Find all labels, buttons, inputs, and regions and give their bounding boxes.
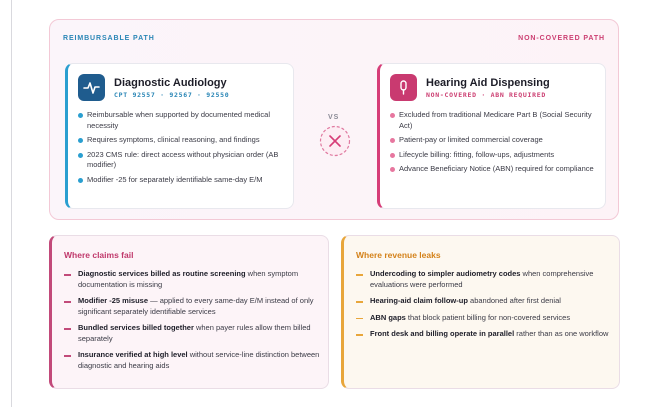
page-left-rule: [11, 0, 12, 407]
item-emphasis: ABN gaps: [370, 312, 406, 322]
vs-cross-icon: [319, 125, 351, 157]
diagnostic-audiology-card: [65, 63, 294, 209]
list-item: [389, 164, 599, 175]
item-text: that block patient billing for non-covered services: [405, 312, 571, 322]
list-item: [64, 296, 322, 317]
dash-marker: [64, 274, 71, 276]
item-emphasis: Diagnostic services billed as routine screening: [78, 269, 246, 278]
reimbursable-path-label: REIMBURSABLE PATH: [63, 35, 155, 42]
item-emphasis: Insurance verified at high level: [78, 350, 188, 359]
panel-title: Where claims fail: [64, 250, 134, 260]
item-text: abandoned after first denial: [467, 296, 561, 305]
item-text: rather than as one workflow: [514, 329, 609, 338]
vs-label: VS: [328, 114, 340, 121]
item-text: when payer rules allow them billed separately: [78, 323, 311, 343]
list-item: [356, 313, 614, 324]
dash-marker: [356, 334, 363, 336]
where-claims-fail-panel: [49, 235, 329, 389]
dash-list: [356, 269, 614, 346]
item-emphasis: Front desk and billing operate in parallel: [370, 329, 515, 338]
bullet-dot: [78, 153, 83, 158]
item-emphasis: Modifier -25 misuse: [78, 296, 149, 305]
dash-marker: [64, 355, 71, 357]
panel-title: Where revenue leaks: [356, 250, 441, 260]
list-item: [77, 135, 287, 146]
bullet-list: [77, 110, 287, 189]
cpt-codes: CPT 92557 · 92567 · 92550: [114, 91, 230, 99]
hearing-aid-icon: [390, 74, 417, 101]
hearing-aid-dispensing-card: [377, 63, 606, 209]
bullet-text: Lifecycle billing: fitting, follow-ups, adjustments: [399, 149, 555, 159]
dash-marker: [356, 301, 363, 303]
item-emphasis: Bundled services billed together: [78, 323, 194, 332]
coverage-status: NON-COVERED · ABN REQUIRED: [426, 91, 546, 99]
bullet-dot: [390, 138, 395, 143]
list-item: [356, 269, 614, 290]
bullet-dot: [78, 138, 83, 143]
list-item: [64, 269, 322, 290]
bullet-dot: [390, 153, 395, 158]
bullet-text: Requires symptoms, clinical reasoning, and findings: [87, 135, 260, 144]
item-text: when comprehensive evaluations were performed: [370, 269, 594, 289]
bullet-text: Modifier -25 for separately identifiable same-day E/M: [87, 174, 263, 184]
list-item: [356, 296, 614, 307]
dash-marker: [356, 318, 363, 320]
bullet-dot: [78, 178, 83, 183]
where-revenue-leaks-panel: [341, 235, 620, 389]
bullet-dot: [78, 113, 83, 118]
non-covered-path-label: NON-COVERED PATH: [518, 35, 605, 42]
bullet-list: [389, 110, 599, 179]
list-item: [389, 135, 599, 146]
bullet-dot: [390, 113, 395, 118]
card-title: Hearing Aid Dispensing: [426, 77, 550, 89]
comparison-panel: [49, 19, 619, 220]
dash-marker: [356, 274, 363, 276]
list-item: [77, 110, 287, 131]
list-item: [64, 350, 322, 371]
item-text: without service-line distinction between diagnostic and hearing aids: [78, 350, 320, 370]
bullet-text: Reimbursable when supported by documented medical necessity: [87, 110, 271, 130]
dash-list: [64, 269, 322, 377]
dash-marker: [64, 328, 71, 330]
bullet-text: Patient-pay or limited commercial coverage: [399, 135, 543, 144]
list-item: [389, 110, 599, 131]
bullet-text: Advance Beneficiary Notice (ABN) required for compliance: [399, 164, 594, 173]
bullet-text: Excluded from traditional Medicare Part B (Social Security Act): [399, 110, 592, 130]
list-item: [77, 150, 287, 171]
list-item: [389, 150, 599, 161]
dash-marker: [64, 301, 71, 303]
list-item: [356, 329, 614, 340]
item-text: when symptom documentation is missing: [78, 269, 299, 289]
pulse-icon: [78, 74, 105, 101]
bullet-dot: [390, 167, 395, 172]
bullet-text: 2023 CMS rule: direct access without physician order (AB modifier): [87, 149, 279, 169]
item-emphasis: Hearing-aid claim follow-up: [370, 296, 468, 305]
list-item: [77, 175, 287, 186]
card-title: Diagnostic Audiology: [114, 77, 227, 89]
item-text: — applied to every same-day E/M instead of only significant separately identifiable services: [78, 296, 314, 316]
item-emphasis: Undercoding to simpler audiometry codes: [370, 269, 521, 278]
list-item: [64, 323, 322, 344]
